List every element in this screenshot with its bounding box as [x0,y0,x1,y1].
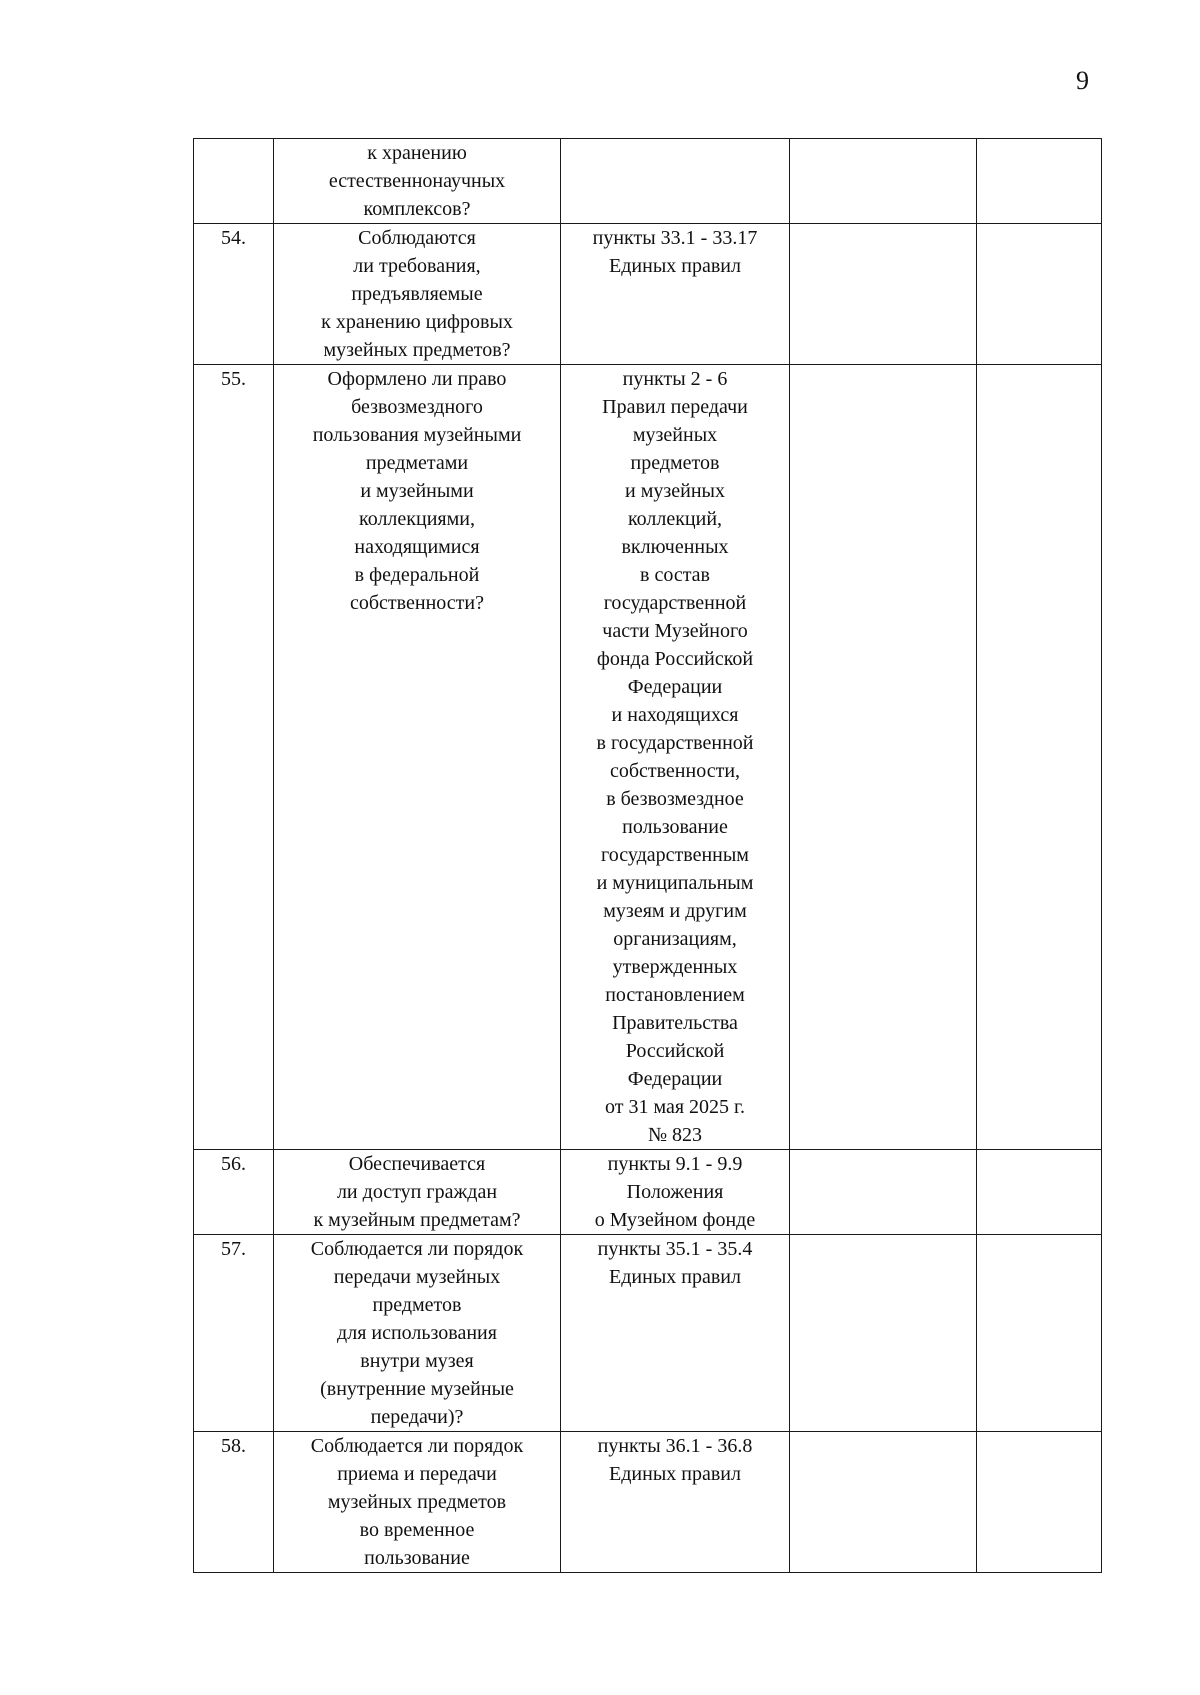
note-cell [977,224,1102,365]
page-number: 9 [1076,66,1089,95]
row-number [194,139,274,224]
question-cell: Оформлено ли право безвозмездного пользования музейными предметами и музейными коллекциями, находящимися в федеральной собственности? [274,365,561,1150]
row-number: 58. [194,1432,274,1573]
row-number: 56. [194,1150,274,1235]
table-row [194,224,1102,365]
table-row [194,139,1102,224]
question-cell: Обеспечивается ли доступ граждан к музейным предметам? [274,1150,561,1235]
table-row [194,365,1102,1150]
note-cell [977,1235,1102,1432]
row-number: 57. [194,1235,274,1432]
answer-cell [790,1150,977,1235]
row-number: 55. [194,365,274,1150]
checklist-table [193,138,1102,1573]
reference-cell: пункты 9.1 - 9.9 Положения о Музейном фонде [561,1150,790,1235]
table-row [194,1432,1102,1573]
note-cell [977,139,1102,224]
answer-cell [790,224,977,365]
reference-cell: пункты 35.1 - 35.4 Единых правил [561,1235,790,1432]
question-cell: Соблюдается ли порядок приема и передачи музейных предметов во временное пользование [274,1432,561,1573]
reference-cell: пункты 33.1 - 33.17 Единых правил [561,224,790,365]
note-cell [977,1432,1102,1573]
table-row [194,1235,1102,1432]
answer-cell [790,365,977,1150]
reference-cell: пункты 2 - 6 Правил передачи музейных предметов и музейных коллекций, включенных в состав государственной части Музейного фонда Российской Федерации и находящихся в государственной собственности, в безвозмездное пользование государственным и муниципальным музеям и другим организациям, утвержденных постановлением Правительства Российской Федерации от 31 мая 2025 г. № 823 [561,365,790,1150]
note-cell [977,365,1102,1150]
question-cell: Соблюдаются ли требования, предъявляемые к хранению цифровых музейных предметов? [274,224,561,365]
answer-cell [790,1432,977,1573]
row-number: 54. [194,224,274,365]
note-cell [977,1150,1102,1235]
answer-cell [790,1235,977,1432]
table-row [194,1150,1102,1235]
reference-cell [561,139,790,224]
question-cell: Соблюдается ли порядок передачи музейных предметов для использования внутри музея (внутренние музейные передачи)? [274,1235,561,1432]
reference-cell: пункты 36.1 - 36.8 Единых правил [561,1432,790,1573]
question-cell: к хранению естественнонаучных комплексов? [274,139,561,224]
answer-cell [790,139,977,224]
